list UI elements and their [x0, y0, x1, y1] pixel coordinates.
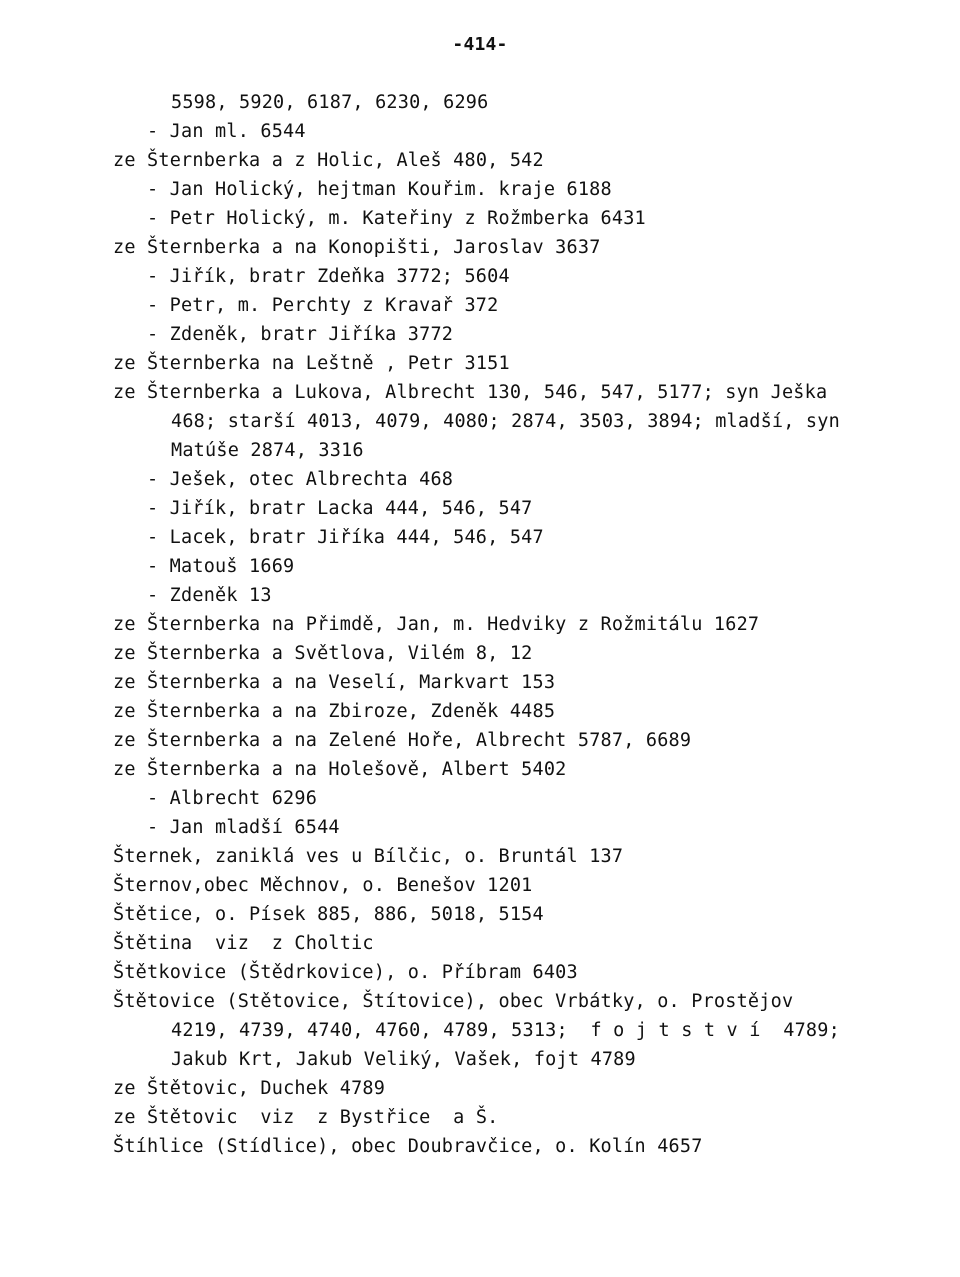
- index-entry: ze Štětovic, Duchek 4789: [113, 1078, 386, 1099]
- index-entry: Štětkovice (Štědrkovice), o. Příbram 6403: [113, 962, 578, 983]
- index-subentry: - Lacek, bratr Jiříka 444, 546, 547: [147, 527, 544, 548]
- index-subentry: - Petr Holický, m. Kateřiny z Rožmberka 6431: [147, 208, 646, 229]
- index-entry: ze Šternberka a na Konopišti, Jaroslav 3637: [113, 237, 601, 258]
- index-entry: Štětice, o. Písek 885, 886, 5018, 5154: [113, 904, 544, 925]
- index-entry: Šternek, zaniklá ves u Bílčic, o. Bruntál 137: [113, 846, 624, 867]
- index-subentry: - Zdeněk, bratr Jiříka 3772: [147, 324, 454, 345]
- index-entry: Štětovice (Stětovice, Štítovice), obec Vrbátky, o. Prostějov: [113, 991, 794, 1012]
- index-subentry: - Jan mladší 6544: [147, 817, 340, 838]
- index-continuation: 468; starší 4013, 4079, 4080; 2874, 3503, 3894; mladší, syn: [171, 411, 840, 432]
- page-number: -414-: [452, 34, 508, 55]
- index-entry: ze Šternberka a z Holic, Aleš 480, 542: [113, 150, 544, 171]
- index-subentry: - Ješek, otec Albrechta 468: [147, 469, 454, 490]
- index-subentry: - Petr, m. Perchty z Kravař 372: [147, 295, 499, 316]
- index-continuation: Matúše 2874, 3316: [171, 440, 364, 461]
- index-continuation: Jakub Krt, Jakub Veliký, Vašek, fojt 4789: [171, 1049, 636, 1070]
- index-entry: Štíhlice (Stídlice), obec Doubravčice, o. Kolín 4657: [113, 1136, 703, 1157]
- index-entry: ze Šternberka a Světlova, Vilém 8, 12: [113, 643, 533, 664]
- index-subentry: - Zdeněk 13: [147, 585, 272, 606]
- index-subentry: - Jiřík, bratr Lacka 444, 546, 547: [147, 498, 533, 519]
- index-entry: ze Šternberka a na Holešově, Albert 5402: [113, 759, 567, 780]
- index-entry: ze Šternberka na Leštně , Petr 3151: [113, 353, 510, 374]
- index-entry: ze Štětovic viz z Bystřice a Š.: [113, 1107, 499, 1128]
- index-entry: ze Šternberka a na Zbiroze, Zdeněk 4485: [113, 701, 556, 722]
- index-subentry: - Jiřík, bratr Zdeňka 3772; 5604: [147, 266, 510, 287]
- index-entry: Štětina viz z Choltic: [113, 933, 374, 954]
- index-subentry: - Matouš 1669: [147, 556, 295, 577]
- index-entry: Šternov,obec Měchnov, o. Benešov 1201: [113, 875, 533, 896]
- index-entry: ze Šternberka na Přimdě, Jan, m. Hedviky z Rožmitálu 1627: [113, 614, 760, 635]
- index-entry: ze Šternberka a na Zelené Hoře, Albrecht 5787, 6689: [113, 730, 692, 751]
- index-continuation: 5598, 5920, 6187, 6230, 6296: [171, 92, 489, 113]
- index-subentry: - Albrecht 6296: [147, 788, 318, 809]
- index-subentry: - Jan Holický, hejtman Kouřim. kraje 6188: [147, 179, 612, 200]
- index-entry: ze Šternberka a na Veselí, Markvart 153: [113, 672, 556, 693]
- index-continuation: 4219, 4739, 4740, 4760, 4789, 5313; f o j t s t v í 4789;: [171, 1020, 840, 1041]
- index-entry: ze Šternberka a Lukova, Albrecht 130, 546, 547, 5177; syn Ješka: [113, 382, 828, 403]
- index-subentry: - Jan ml. 6544: [147, 121, 306, 142]
